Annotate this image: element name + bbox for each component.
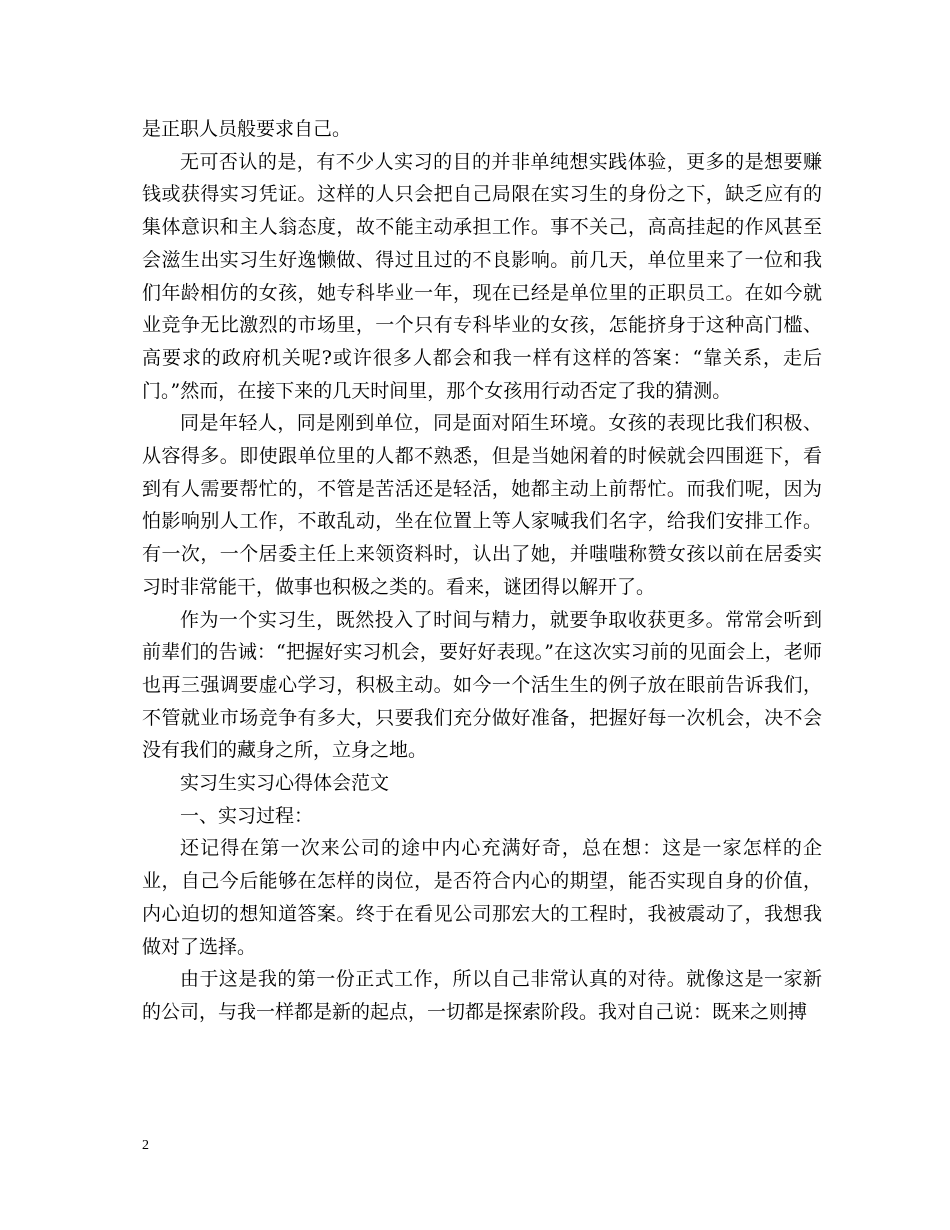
paragraph-continuation: 是正职人员般要求自己。 [142,118,352,140]
document-body [142,113,822,1029]
subsection-heading: 一、实习过程： [180,804,314,827]
section-title: 实习生实习心得体会范文 [180,772,390,795]
paragraph-first-job: 由于这是我的第一份正式工作，所以自己非常认真的对待。就像这是一家新的公司，与我一样都是新的起点，一切都是探索阶段。我对自己说：既来之则搏 [142,968,822,1023]
paragraph-girl-example: 同是年轻人，同是刚到单位，同是面对陌生环境。女孩的表现比我们积极、从容得多。即使跟单位里的人都不熟悉，但是当她闲着的时候就会四围逛下，看到有人需要帮忙的，不管是苦活还是轻活，她都主动上前帮忙。而我们呢，因为怕影响别人工作，不敢乱动，坐在位置上等人家喊我们名字，给我们安排工作。有一次，一个居委主任上来领资料时，认出了她，并嗤嗤称赞女孩以前在居委实习时非常能干，做事也积极之类的。看来，谜团得以解开了。 [142,412,822,598]
paragraph-first-visit: 还记得在第一次来公司的途中内心充满好奇，总在想：这是一家怎样的企业，自己今后能够在怎样的岗位，是否符合内心的期望，能否实现自身的价值，内心迫切的想知道答案。终于在看见公司那宏大的工程时，我被震动了，我想我做对了选择。 [142,837,822,958]
paragraph-internship-motives: 无可否认的是，有不少人实习的目的并非单纯想实践体验，更多的是想要赚钱或获得实习凭证。这样的人只会把自己局限在实习生的身份之下，缺乏应有的集体意识和主人翁态度，故不能主动承担工作。事不关己，高高挂起的作风甚至会滋生出实习生好逸懒做、得过且过的不良影响。前几天，单位里来了一位和我们年龄相仿的女孩，她专科毕业一年，现在已经是单位里的正职员工。在如今就业竞争无比激烈的市场里，一个只有专科毕业的女孩，怎能挤身于这种高门槛、高要求的政府机关呢?或许很多人都会和我一样有这样的答案：“靠关系，走后门。”然而，在接下来的几天时间里，那个女孩用行动否定了我的猜测。 [142,150,822,402]
paragraph-seize-opportunity: 作为一个实习生，既然投入了时间与精力，就要争取收获更多。常常会听到前辈们的告诫：“把握好实习机会，要好好表现。”在这次实习前的见面会上，老师也再三强调要虚心学习，积极主动。如今一个活生生的例子放在眼前告诉我们，不管就业市场竞争有多大，只要我们充分做好准备，把握好每一次机会，决不会没有我们的藏身之所，立身之地。 [142,608,822,762]
page-number: 2 [142,1138,149,1153]
